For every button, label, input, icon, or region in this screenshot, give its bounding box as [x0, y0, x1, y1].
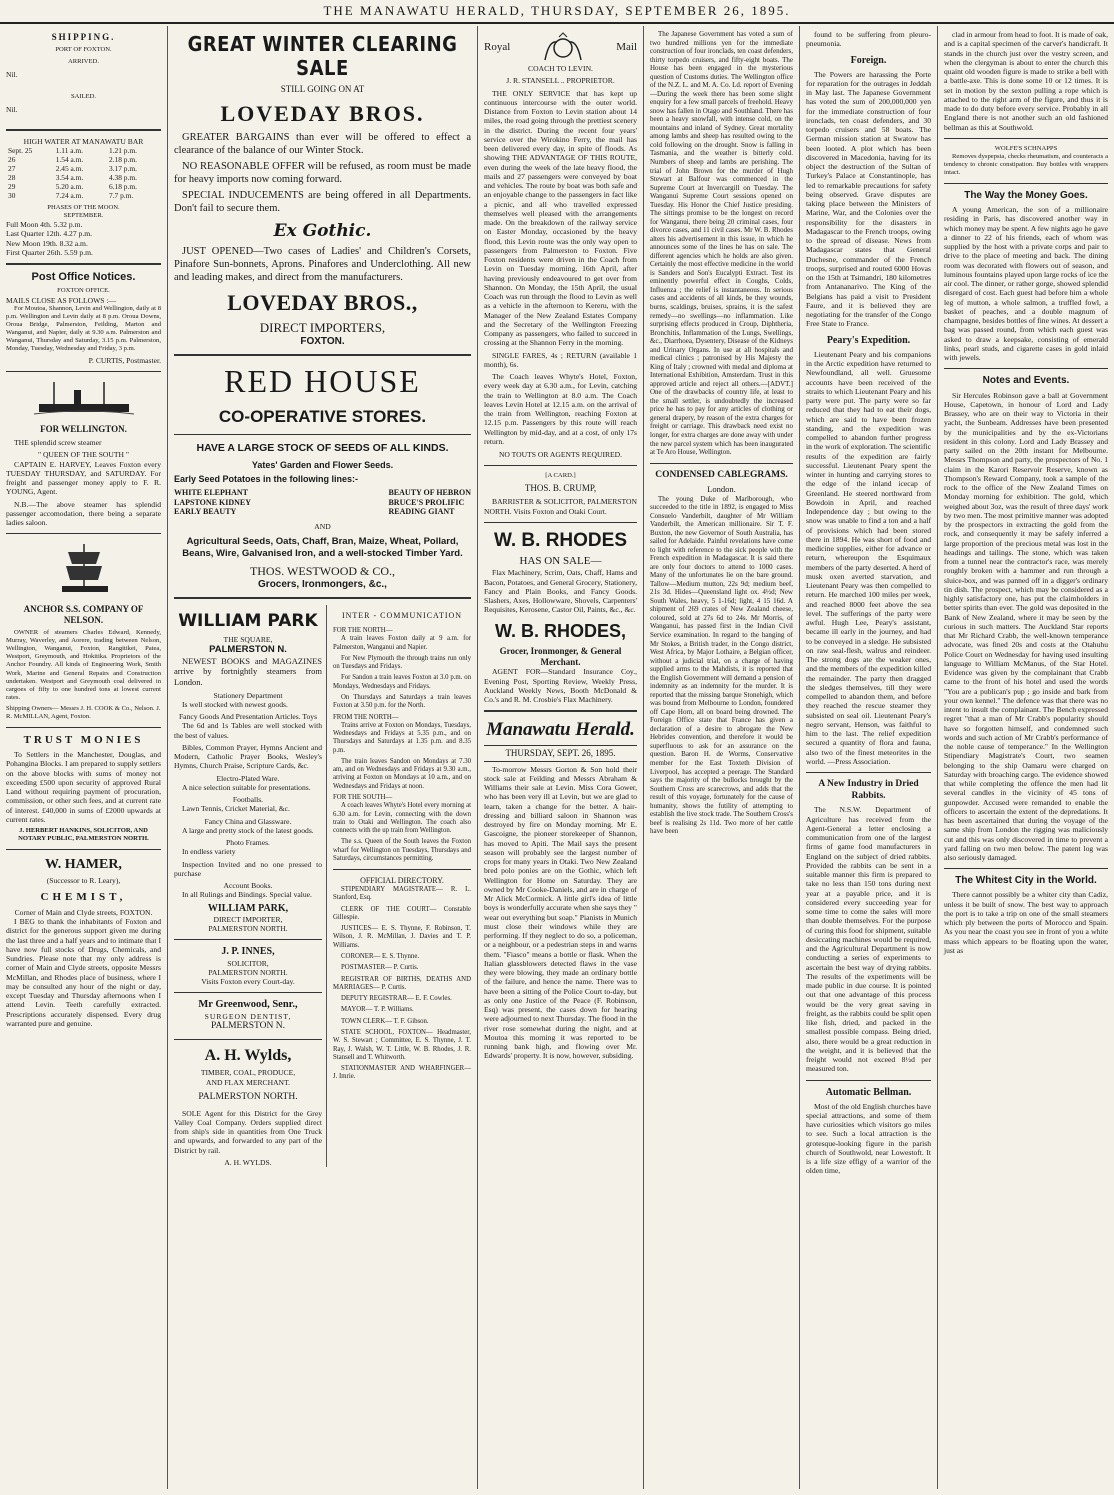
foreign-body: The Powers are harassing the Porte for reparation for the outrages in Jeddah in May last. The Japanese Government has voted the sum of 200,000,000 yen for the immediate construction of four ironclads, ten coast defenders, and 30 torpedo cruisers and 58 boats. The German mission station at Swatow has been looted. A plot which has been discovered in Macedonia, having for its object the destruction of the Sultan of Turkey's Palace at Constantinople, has led to remarkable precautions for safety being observed. Grave disputes are taking place between the Ministers of Marine, War, and the Colonies over the responsibility for the disasters in Madagascar to the French troops, owing to the spread of disease. News from Madagascar states that General Duchesne, commander of the French troops, surprised and routed 6000 Hovas on the 15th at Tsimandri, 180 kilometres from Antananarivo. The King of the Belgians has paid a visit to President Faure, and it is believed they are negotiating for the transfer of the Congo Free State to France.: [806, 69, 931, 329]
wellington-nb: N.B.—The above steamer has splendid passenger accomodation, there being a separate ladies saloon.: [6, 499, 161, 528]
cablegrams-location: London.: [707, 484, 736, 495]
sale-paragraph: GREATER BARGAINS than ever will be offered to effect a clearance of the balance of our Winter Stock.: [174, 131, 471, 156]
sailed-heading: SAILED.: [70, 93, 97, 101]
peary-title: Peary's Expedition.: [826, 334, 911, 346]
mail-label: Mail: [616, 41, 637, 54]
william-park-fancy-body: The 6d and 1s Tables are well stocked with the best of values.: [174, 721, 322, 740]
hamer-body: I BEG to thank the inhabitants of Foxton and district for the generous support given me during the last three and a half years and to intimate that I have now full stocks of Drugs, Chemicals, and Sundries. Please note that my only address is corner of Main and Clyde streets, opposite Messrs McMillan, and Rhodes place of business, where I may be consulted any hour of the night or day, except Tuesday and Thursday afternoons when I attend Levin. Teeth carefully extracted. Prescriptions accurately dispensed. Every drug warranted pure and genuine.: [6, 917, 161, 1028]
train-note: A coach leaves Whyte's Hotel every morning at 6.30 a.m. for Levin, connecting with the down train to Otaki and Wellington. The coach also connects with the up train from Wellington.: [333, 802, 471, 835]
loveday-location: FOXTON.: [300, 336, 345, 348]
rhodes-title: W. B. RHODES: [493, 529, 627, 551]
potato-varieties: [174, 488, 471, 517]
william-park-fancy: Fancy Goods And Presentation Articles. Toys: [178, 712, 318, 722]
masthead: THE MANAWATU HERALD, THURSDAY, SEPTEMBER 26, 1895.: [0, 0, 1114, 24]
high-water-heading: HIGH WATER AT MANAWATU BAR: [23, 136, 144, 146]
rhodes-sale: HAS ON SALE—: [519, 554, 602, 567]
arrived-heading: ARRIVED.: [68, 58, 99, 65]
wylds-sub2: AND FLAX MERCHANT.: [205, 1077, 291, 1087]
william-park-inspection: Inspection Invited and no one pressed to purchase: [174, 859, 322, 878]
directory-entry: POSTMASTER— P. Curtis.: [341, 964, 419, 972]
tide-table: [6, 146, 161, 200]
moon-month: SEPTEMBER.: [63, 212, 104, 220]
greenwood-title: Mr Greenwood, Senr.,: [198, 999, 298, 1011]
william-park2-sub: DIRECT IMPORTER,: [213, 914, 283, 924]
william-park-stationery-body: Is well stocked with newest goods.: [182, 699, 288, 709]
train-note: For New Plymouth the through trains run only on Tuesdays and Fridays.: [333, 654, 471, 671]
red-house-seeds: HAVE A LARGE STOCK OF SEEDS OF ALL KINDS.: [196, 442, 449, 455]
greenwood-location: PALMERSTON N.: [211, 1021, 285, 1032]
foreign-title: Foreign.: [850, 54, 887, 66]
ex-gothic-heading: Ex Gothic.: [273, 221, 372, 242]
william-park-photo-body: In endless variety: [182, 847, 236, 857]
rabbits-body: The N.S.W. Department of Agriculture has received from the Agent-General a letter enclosing a communication from one of the largest firms of game food manufacturers in England on the subject of dried rabbits. Provided the rabbits can be sent in a suitable manner this firm is prepared to take no less than 150 tons during next year at a payable price, and it is considered every succeeding year for some time to come the sales will more than double themselves. For the purpose of curing this food for shipment, suitable desiccating machines would be required, and the Agricultural Department is now conducting a series of experiments to ascertain the best way of drying rabbits. The results of the experiments will be made public in due course. It is pointed out that one advantage of this process would be the very great saving in freight, as the rabbits could be split open like fish, dried, and packed in the smallest possible compass. Being dried, also, there would be a great reduction in the weight, and it is believed that the freight would not exceed 8½d per measured ton.: [806, 805, 931, 1074]
potato-variety: WHITE ELEPHANT: [174, 487, 249, 497]
moon-line: New Moon 19th. 8.32 a.m.: [6, 238, 88, 248]
coach-body2: The Coach leaves Whyte's Hotel, Foxton, every week day at 6.30 a.m., for Levin, catching the train to Wellington at 8.0 a.m. The Coach leaves Levin Hotel at 12.15 a.m. on the arrival of the train from Wellington, reaching Foxton at 12.15 p.m. Passengers by this route will reach Wellington by mid-day, and at a cost, of only 17s return.: [484, 372, 637, 446]
anchor-agents: Shipping Owners— Messrs J. H. COOK & Co., Nelson. J. R. McMILLAN, Agent, Foxton.: [6, 704, 161, 720]
trust-body: To Settlers in the Manchester, Douglas, and Pohangina Blocks. I am prepared to supply settlers on the above blocks with sums of money not exceeding £500 upon security of approved Rural Land without requiring payment of procuration, commission, or other such fees, and at current rate of interest. £40,000 in sums of £2000 upwards at current rates.: [6, 750, 161, 824]
steamer-icon: [29, 378, 139, 418]
red-house-yates: Yates' Garden and Flower Seeds.: [251, 459, 394, 470]
westwood-sub: Grocers, Ironmongers, &c.,: [258, 579, 387, 591]
hamer-chemist: CHEMIST,: [40, 891, 127, 904]
directory-entry: STATIONMASTER AND WHARFINGER— J. Imrie.: [333, 1065, 471, 1081]
royal-label: Royal: [484, 41, 511, 54]
wylds-sub: TIMBER, COAL, PRODUCE,: [200, 1068, 296, 1078]
william-park-books: NEWEST BOOKS and MAGAZINES arrive by fortnightly steamers from London.: [174, 655, 322, 688]
column-3: [478, 26, 644, 1489]
news-body: The Japanese Government has voted a sum of two hundred millions yen for the immediate construction of four ironclads, ten coast defenders, thirty torpedo cruisers, and fifty-eight boats. The House has been engaged in the mysterious question of Customs duties. The Wellington office of the N.Z. L. and M. A. Co. Ld. report of Evening—During the week there has been some slight enquiry for a few small parcels of freehold. Heavy snow has fallen in Otago and Southland. There has been a heavy snowfall, with intense cold, on the mountains and inland of Sydney. Great mortality among lambs and sheep has resulted owing to the cold following on the drought. Snow is falling in Tasmania, and the weather is bitterly cold. Numbers of sheep and lambs are perishing. The trial of John Brown for the murder of Hugh Stewart at Balfour was commenced in the Supreme Court at Invercargill on Tuesday. The Wanganui Supreme Court sessions opened on Tuesday. His Honor the Chief Justice presiding. The sittings promise to be the longest on record for Wanganui, there being 20 criminal cases, four divorce cases, and 11 civil cases. Mr W. B. Rhodes alters his advertisement in this issue, in which he announces some of the lines he has on sale. The different agencies which he holds are also given. Certainly the most effective medicine in the world is Sanders and Son's Eucalypti Extract. Test its eminently powerful effect in Coughs, Colds, Influenza ; the relief is instantaneous. In serious cases and accidents of all kinds, be they wounds, burns, scaldings, bruises, sprains, it is the safest remedy—no swellings—no inflammation. Like surprising effects produced in Croup, Diphtheria, Bronchitis, Inflammation of the Lungs, Swellings, &c., Diarrhoea, Dysentery, Disease of the Kidneys and Urinary Organs. In use at all hospitals and medical clinics ; patronised by His Majesty the King of Italy ; crowned with medal and diploma at International Exhibition, Amsterdam. Trust in this approved article and reject all others.—[ADVT.] One of the drawbacks of country life, at least to the small settler, is undoubtedly the increased price he has to pay for any articles of clothing or general drapery, by reason of the extra charges for freight or carriage. This drawback need exist no longer, for extra charges are done away with under the new parcel system which has been inaugurated at Te Aro House, Wellington.: [650, 30, 793, 457]
coach-touts: NO TOUTS OR AGENTS REQUIRED.: [498, 450, 623, 459]
rhodes2-sub: Grocer, Ironmonger, & General Merchant.: [499, 645, 622, 667]
tide-row: Sept. 25 1.11 a.m. 1.21 p.m.: [8, 145, 137, 155]
directory-entry: REGISTRAR OF BIRTHS, DEATHS AND MARRIAGES— P. Curtis.: [333, 975, 471, 991]
post-office-title: Post Office Notices.: [31, 271, 136, 284]
tide-row: 28 3.54 a.m. 4.38 p.m.: [8, 172, 137, 182]
cablegrams-body: The young Duke of Marlborough, who succeeded to the title in 1892, is engaged to Miss Consuelo Vanderbilt, daughter of Mr William Vanderbilt, the American millionaire. Sir T. F. Buxton, the new Governor of South Australia, has sailed for Adelaide. Painful revelations have come to light with reference to the sick people with the French expedition in Madagascar. It is said there are only four doctors to attend to 1000 cases. Many of the unfortunates lie on the bare ground. Tallow—Medium mutton, 22s 9d; medium beef, 21s 3d. Hides—Queensland light ox. 4½d; New South Wales, heavy, 5 1-16d; light, 4 15 16d. A shipment of 269 crates of New Zealand cheese, coloured, sold at 27s 6d to 24s. Mr Morris, of Wanganui, has passed first in the Indian Civil Service examination. In regard to the hanging of Mr Stokes, a British trader, in the Congo district, West Africa, by Major Lothaire, a Belgian officer, without a judicial trial, on a charge of having supplied arms to the Mahdists, it is reported that the English Government will demand a pension of indemnity as an indemnity for the murder. It is reported that the missing barque Stonehigh, which was bound from Melbourne to London, foundered off Cape Horn, all on board being drowned. The Foreign Office state that France has given a declaration of a desire to abrogate the New Hebrides convention, and therefore it would be superfluous to ask for an assurance on the question. Baron H. de Worms, Conservative member for the East Toxteth Division of Liverpool, has accepted a peerage. The Standard says the majority of the bullocks brought by the Southern Cross are scarecrows, and adds that the result of this voyage, fortunately for the cause of humanity, shows the futility of attempting to establish the live stock trade. The Southern Cross's beef is realising 2s 11d. Two more of her cattle have been: [650, 494, 793, 836]
coach-fares: SINGLE FARES, 4s ; RETURN (available 1 month), 6s.: [484, 350, 637, 369]
card-label: [A CARD.]: [545, 472, 576, 480]
whitest-title: The Whitest City in the World.: [955, 875, 1097, 887]
innes-sub: SOLICITOR,: [227, 958, 269, 968]
westwood-title: THOS. WESTWOOD & CO.,: [249, 564, 396, 579]
sale-paragraph: SPECIAL INDUCEMENTS are being offered in all Departments. Don't fail to secure them.: [174, 190, 471, 215]
herald-title: Manawatu Herald.: [486, 719, 635, 741]
train-note: Trains arrive at Foxton on Mondays, Tuesdays, Wednesdays and Fridays at 5.35 p.m., and on Thursdays and Saturdays at 1.35 p.m. and 8.35 p.m.: [333, 721, 471, 754]
wolfe-title: WOLFE'S SCHNAPPS: [994, 144, 1058, 152]
innes-title: J. P. INNES,: [221, 946, 275, 958]
william-park-footballs: Footballs.: [232, 795, 264, 805]
rhodes-body: Flax Machinery, Scrim, Oats, Chaff, Hams and Bacon, Potatoes, and General Grocery, Stationery, Fancy and Plain Books, and Fancy Goods. Slashers, Axes, Hollowware, Shovels, Carpenters' Requisites, Kerosene, Castor Oil, Paints, &c., &c.: [484, 568, 637, 615]
rabbits-title: A New Industry in Dried Rabbits.: [818, 779, 919, 801]
rhodes2-body: AGENT FOR—Standard Insurance Coy., Evening Post, Sporting Review, Weekly Press, Auckland Weekly News, Booth McDonald & Co.'s and R. M. Crosbie's Flax Machinery.: [484, 667, 637, 705]
sailed-value: Nil.: [6, 105, 18, 115]
william-park2-location: PALMERSTON NORTH.: [208, 924, 288, 934]
william-park-photo: Photo Frames.: [226, 838, 270, 848]
william-park-location: PALMERSTON N.: [209, 644, 287, 656]
cablegrams-title: CONDENSED CABLEGRAMS.: [655, 469, 788, 480]
post-office-sign: P. CURTIS, Postmaster.: [88, 355, 161, 365]
train-note: For Sandon a train leaves Foxton at 3.0 p.m. on Mondays, Wednesdays and Fridays.: [333, 674, 471, 690]
mails-heading: MAILS CLOSE AS FOLLOWS :—: [6, 295, 117, 305]
sale-title: GREAT WINTER CLEARING SALE: [187, 32, 458, 81]
wylds-body: SOLE Agent for this District for the Grey Valley Coal Company. Orders supplied direct from ship's side in quantities from One Truck and upwards, and forwarded to any part of the District by rail.: [174, 1108, 322, 1155]
column-1: [0, 26, 168, 1489]
trust-title: TRUST MONIES: [23, 733, 144, 746]
column-6: [938, 26, 1114, 1489]
inter-communication-heading: INTER - COMMUNICATION: [341, 611, 463, 621]
post-office-body: For Moutoa, Shannon, Levin and Wellington, daily at 8 p.m. Wellington and Levin daily at 8 p.m. Oroua Downs, Oroua Bridge, Palmerston, Feilding, Marton and Wanganui, and Napier, daily at 9.30 a.m. Palmerston and Wanganui, Thursday and Saturday, 3.15 p.m. Palmerston, Monday, Tuesday, Wednesday and Friday, 3 p.m.: [6, 304, 161, 352]
bellman-title: Automatic Bellman.: [825, 1086, 912, 1098]
bellman-body: Most of the old English churches have special attractions, and some of them have curiosities which visitors go miles to see. Such a local attraction is the grotesque-looking figure in the parish church of Southwold, near Lowestoft. It is a life size effigy of a warrior of the olden time,: [806, 1101, 931, 1176]
column-2: [168, 26, 478, 1489]
post-office-sub: FOXTON OFFICE.: [57, 287, 110, 295]
william-park-china: Fancy China and Glassware.: [204, 816, 292, 826]
train-note: The s.s. Queen of the South leaves the Foxton wharf for Wellington on Tuesdays, Thursdays and Saturdays, circumstances permitting.: [333, 838, 471, 863]
royal-crest-icon: [539, 32, 587, 64]
sailing-ship-icon: [54, 540, 114, 598]
wylds-location: PALMERSTON NORTH.: [198, 1091, 298, 1102]
wylds-title: A. H. Wylds,: [204, 1046, 292, 1064]
sale-paragraph: NO REASONABLE OFFER will be refused, as room must be made for heavy imports now coming forward.: [174, 160, 471, 185]
directory-entry: TOWN CLERK— T. F. Gibson.: [341, 1017, 429, 1025]
wellington-ship: " QUEEN OF THE SOUTH ": [37, 450, 130, 460]
whitest-body: There cannot possibly be a whiter city than Cadiz, unless it be built of snow. The best way to approach the port is to take a trip on one of the small steamers which ply between the ports of Morocco and Spain. As you near the coast you see in front of you a white mass which appears to be floating upon the water, just as: [944, 890, 1108, 955]
william-park-electro-body: A nice selection suitable for presentations.: [182, 782, 311, 792]
hamer-location: Corner of Main and Clyde streets, FOXTON.: [14, 907, 153, 917]
directory-entry: CORONER— E. S. Thynne.: [341, 953, 420, 961]
wolfe-body: Removes dyspepsia, checks rheumatism, and counteracts a tendency to chronic constipation. Buy bottles with wrappers intact.: [944, 152, 1108, 176]
wellington-title: FOR WELLINGTON.: [40, 424, 127, 435]
for-the-north: FOR THE NORTH—: [333, 626, 393, 634]
sale-firm: LOVEDAY BROS.: [220, 100, 425, 126]
wylds-sign: A. H. WYLDS.: [224, 1157, 272, 1167]
rhodes2-title: W. B. RHODES,: [494, 620, 626, 641]
potato-variety: BRUCE'S PROLIFIC: [388, 497, 465, 507]
directory-entry: CLERK OF THE COURT— Constable Gillespie.: [333, 905, 471, 921]
coach-proprietor: J. R. STANSELL .. PROPRIETOR.: [506, 76, 615, 86]
william-park-footballs-body: Lawn Tennis, Cricket Material, &c.: [182, 804, 290, 814]
sale-sub: STILL GOING ON AT: [280, 83, 365, 94]
trust-sign: J. HERBERT HANKINS, SOLICITOR, AND NOTARY PUBLIC, PALMERSTON NORTH.: [18, 827, 149, 843]
william-park-accounts-body: In all Rulings and Bindings. Special value.: [182, 890, 312, 900]
directory-entry: STIPENDIARY MAGISTRATE— R. L. Stanford, Esq.: [333, 886, 471, 902]
loveday-sub: DIRECT IMPORTERS,: [259, 320, 386, 336]
coach-heading: COACH TO LEVIN.: [528, 64, 593, 73]
potato-variety: LAPSTONE KIDNEY: [174, 497, 251, 507]
train-note: A train leaves Foxton daily at 9 a.m. for Palmerston, Wanganui and Napier.: [333, 635, 471, 651]
potato-variety: READING GIANT: [388, 507, 455, 517]
william-park-square: THE SQUARE,: [223, 634, 273, 644]
moon-line: Last Quarter 12th. 4.27 p.m.: [6, 229, 93, 239]
tide-row: 27 2.45 a.m. 3.17 p.m.: [8, 163, 137, 173]
notes-title: Notes and Events.: [982, 375, 1070, 387]
william-park-title: WILLIAM PARK: [178, 611, 318, 632]
red-house-sub: CO-OPERATIVE STORES.: [218, 407, 427, 427]
loveday-title: LOVEDAY BROS.,: [227, 290, 418, 316]
ex-gothic-body: JUST OPENED—Two cases of Ladies' and Children's Corsets, Pinafore Sun-bonnets, Aprons. Pinafores and Underclothing. All new and leading makes, and direct from the manufacturers.: [174, 246, 471, 284]
royal-mail-header: [484, 32, 637, 64]
william-park-accounts: Account Books.: [223, 881, 273, 891]
innes-body: Visits Foxton every Court-day.: [201, 977, 295, 987]
william-park-bibles: Bibles, Common Prayer, Hymns Ancient and Modern, Catholic Prayer Books, Wesley's Hymns, Church Praise, Scripture Cards, &c.: [174, 742, 322, 771]
continued-body: clad in armour from head to foot. It is made of oak, and is a capital specimen of the carver's handicraft. It stands in the church just over the vestry screen, and when the clergyman is about to enter the church this quaint old wooden figure is made to strike a bell with a battle-axe. This is done some 10 or 12 times. It is set in motion by the sexton pulling a rope which is attached to the right arm of the figure, and thus it is made to do duty before every service. Probably in all England there is not another such an old fashioned bellman as this at Southwold.: [944, 30, 1108, 132]
coach-body: THE ONLY SERVICE that has kept up continuous intercourse with the outer world. Distance from Foxton to Levin station about 14 miles, the road going through the prettiest scenery in the district. During the recent four years' service over the Wirokino Ferry, the mail has been delivered every day, in spite of floods. As showing THE ADVANTAGE OF THIS ROUTE, even during the week of the late heavy flood, the mails and 27 passengers were conveyed by boat and vehicles. The route by boat was both safe and an enjoyable change to the passengers in fact like a picnic, and all who travelled expressed themselves well pleased with the arrangements made. On the breakdown of the railway service on Easter Monday, occasioned by the heavy flood, this Levin route was the only way open to passengers from Palmerston to Foxton. Five Foxton residents were driven in the Coach from Levin on Tuesday morning, 16th April, after having previously endeavoured to get over from Shannon. On Monday, the 15th April, the usual Coach was run through the flood to Levin as well as a vehicle in the afternoon to Kereru, with the Manager of the New Zealand Estates Company and the Secretary of the Wellington Freezing Company as passengers, who failed to succeed in crossing at the Shannon Ferry in the morning.: [484, 88, 637, 348]
red-house-potatoes: Early Seed Potatoes in the following lines:-: [174, 473, 359, 484]
train-note: The train leaves Sandon on Mondays at 7.30 am, and on Wednesdays and Fridays at 9.30 a.m., arriving at Foxton on Mondays at 10 a.m., and on Wednesdays and Fridays at noon.: [333, 757, 471, 790]
arrived-value: Nil.: [6, 70, 18, 80]
money-body: A young American, the son of a millionaire residing in Paris, has discovered another way in which money may be spent. A few nights ago he gave a dinner to 22 of his friends, each of whom was supplied by the host with a private corps and pair to drive to the place of meeting and back. The dining room was decorated with flowers out of season, and luminous fountains played upon large rocks of ice the air cool. The dinner, or rather gorge, showed splendid disregard of cost. Each guest had before him a whole leg of mutton, a whole salmon, a truffled fowl, a basket of peaches, and a double magnum of champagne, besides bottles of fine wines. At dessert a bag was passed round, from which each guest was asked to draw a keepsake, consisting of emerald links, pearl studs, and cigarette cases in gold inlaid with jewels.: [944, 205, 1108, 363]
column-5: [800, 26, 938, 1489]
hamer-title: W. HAMER,: [45, 857, 122, 873]
directory-entry: MAYOR— T. P. Williams.: [341, 1006, 414, 1014]
potato-variety: EARLY BEAUTY: [174, 507, 237, 517]
moon-heading: PHASES OF THE MOON.: [47, 204, 120, 211]
red-house-agri: Agricultural Seeds, Oats, Chaff, Bran, Maize, Wheat, Pollard, Beans, Wire, Galvanised Iron, and a well-stocked Timber Yard.: [182, 536, 463, 559]
peary-body: Lieutenant Peary and his companions in the Arctic expedition have returned to Newfoundland, all well. Gruesome accounts have been received of the straits to which Lieutenant Peary and his party were put. The party were so far reduced that they had to eat their dogs, which are said to have been frozen standing, and the expedition was compelled to abandon further progress in the work of exploration. The scientific results of the expedition are fairly successful. Lieutenant Peary spent the winter in hunting and carrying stores to the edge of the inland icecap of Greenland. He steered northward from Bowdoin in April, and reached Independence day ; but owing to the snow was unable to find a ton and a half of provisions which had been stored there in 1894. He was short of food and medicine supplies, either for advance or return, whereupon the Esquimaux members of the party deserted. A herd of musk oxen averted starvation, and Lieutenant Peary was then compelled to return. He marched 100 miles per week, and reached 8000 feet above the sea level. The sufferings of the party were awful. Hugh Lee, Peary's assistant, became ill early in the journey, and had to be conveyed in a sledge. He subsisted on raw seal-flesh, walrus and reindeer. The strong dogs ate the weaker ones, and the members of the expedition killed the remainder. The party then dragged the sledges themselves, till they were compelled to abandon them, and before they reached the rescue steamer they subsisted on seal oil. Lieutenant Peary's negro servant, Henson, was faithful to him to the last. The relief expedition secured a quantity of flora and fauna, also two of the finest meteorites in the world. —Press Association.: [806, 349, 931, 766]
moon-line: Full Moon 4th. 5.32 p.m.: [6, 220, 83, 230]
tide-row: 30 7.24 a.m. 7.7 p.m.: [8, 190, 134, 200]
red-house-and: AND: [314, 522, 331, 532]
column-4: [644, 26, 800, 1489]
money-title: The Way the Money Goes.: [964, 189, 1088, 201]
tide-row: 26 1.54 a.m. 2.18 p.m.: [8, 154, 137, 164]
shipping-title: SHIPPING.: [51, 32, 116, 42]
moon-line: First Quarter 26th. 5.59 p.m.: [6, 247, 93, 257]
tide-row: 29 5.20 a.m. 6.18 p.m.: [8, 181, 137, 191]
anchor-title: ANCHOR S.S. COMPANY OF NELSON.: [23, 604, 144, 626]
anchor-body: OWNER of steamers Charles Edward, Kennedy, Murray, Waverley, and Aorere, trading between Nelson, Wellington, Wanganui, Foxton, Rangitikei, Patea, Westport, Greymouth, and Hokitika. Proprietors of the Anchor Foundry. All kinds of Engineering Work, Smith Work, Marine and General Repairs and Construction undertaken. Westport and Greymouth coal delivered in cargoes of fifty to one hundred tons at lowest current rates.: [6, 629, 161, 701]
william-park-stationery: Stationery Department: [213, 690, 283, 700]
directory-entry: DEPUTY REGISTRAR— E. F. Cowles.: [341, 995, 452, 1003]
port-heading: PORT OF FOXTON.: [55, 45, 112, 53]
wellington-detail: CAPTAIN E. HARVEY, Leaves Foxton every TUESDAY THURSDAY, and SATURDAY. For freight and passenger money apply to F. R. YOUNG, Agent.: [6, 459, 161, 497]
directory-entry: JUSTICES— E. S. Thynne, F. Robinson, T. Wilson, J. R. McMillan, J. Davies and T. P. Williams.: [333, 925, 471, 949]
hamer-sub: (Successor to R. Leary),: [46, 876, 121, 886]
william-park-electro: Electro-Plated Ware.: [216, 773, 280, 783]
crump-body: BARRISTER & SOLICITOR, PALMERSTON NORTH. Visits Foxton and Otaki Court.: [484, 497, 637, 516]
for-the-south: FOR THE SOUTH—: [333, 794, 393, 802]
official-directory: OFFICIAL DIRECTORY.: [360, 876, 444, 886]
wellington-intro: THE splendid screw steamer: [14, 438, 102, 448]
from-the-north: FROM THE NORTH—: [333, 713, 399, 721]
innes-location: PALMERSTON NORTH.: [208, 967, 288, 977]
directory-entry: STATE SCHOOL, FOXTON— Headmaster, W. S. Stewart ; Committee, E. S. Thynne, J. T. Ray, J. Walsh, W. T. Little, W. B. Rhodes, J. R. Stansell and T. Whitworth.: [333, 1028, 471, 1061]
potato-variety: BEAUTY OF HEBRON: [388, 487, 471, 497]
notes-body: Sir Hercules Robinson gave a ball at Government House, Capetown, in honour of Lord and Lady Brassey, who are on their way to Victoria in their yacht, the Sunbeam. Addresses have been presented by the municipalities and by the ex-Victorians resident in this colony. Lord and Lady Brassey and party sailed on the 20th instant for Melbourne. Messrs Thompson and party, the prospectors of No. 1 claim in the Karori Reservoir Reserve, known as Thompson's Reward Company, took a sample of the rock to the office of the New Zealand Times on Monday morning for exhibition. The gold, which weighed about 3oz, was the result of three days' work by two men. The most primitive manner was adopted by the prospectors in extracting the gold from the rock, and consequently it may be safely inferred a large proportion of the precious metal was lost in the headings and tailings. The stone, which was taken from a tunnel near the contractor's race, was merely roughly broken with a hammer and run through a sluice-box, and was panned off in a digger's ordinary tin dish. The prospect, which may be considered as a highly satisfactory one, has put the claimholders in better spirits than ever. The gold was deposited in the Bank of New Zealand, where it may be seen by the curious in such matters. The Auckland Star reports that Mr Richard Crabb, the well-known temperance advocate, was fined 20s and costs at the Otahuhu Police Court on Wednesday for having used insulting language to William McManus, of the Star Hotel. Evidence was given by the complainant that Crabb came to the front of his hotel and used the words "You are a publican's pup ; go inside and bark from your own kennel." The defence was that there was no intent to insult the complainant. The Bench expressed regret "that a man of Mr Crabb's popularity should have so forgotten himself, and condemned such words and such action of Mr Crabb's performance of the noble cause of temperance." In the Wellington Stipendiary Magistrate's Court, two seamen belonging to the ship Oamaru were charged on Saturday with broaching cargo. The evidence showed that while completing the offence the men had lit several candles in the vicinity of 45 tons of gunpowder. Accused were remanded to enable the officers to ascertain the extent of the depredations. It has been ascertained that during the voyage of the same ship from London the rigging was maliciously cut and this was only discovered in time to prevent a yard falling on two men below. The patent log was also seriously damaged.: [944, 390, 1108, 862]
continued-body: found to be suffering from pleuro-pneumonia.: [806, 30, 931, 49]
red-house-title: RED HOUSE: [224, 363, 421, 400]
crump-title: THOS. B. CRUMP,: [524, 483, 597, 494]
william-park-china-body: A large and pretty stock of the latest goods.: [182, 825, 314, 835]
william-park2-title: WILLIAM PARK,: [207, 902, 289, 914]
greenwood-sub: SURGEON DENTIST,: [204, 1012, 292, 1022]
train-note: On Thursdays and Saturdays a train leaves Foxton at 3.50 p.m. for the North.: [333, 693, 471, 710]
herald-date: THURSDAY, SEPT. 26, 1895.: [484, 745, 637, 762]
herald-body: To-morrow Messrs Gorton & Son hold their stock sale at Feilding and Messrs Abraham & Williams their sale at Levin. Miss Cora Gower, who has been very ill at Levin, but we are glad to learn, taken a change for the better. A hair-dressing and billiard saloon in Shannon was destroyed by fire on Monday morning. Mr E. Gascoigne, the pioneer storekeeper of Shannon, has moved to Apiti. The Mail says the present season will probably see the largest number of crops for many years in Otaki. Two New Zealand bred polo ponies are on the Gothic, which left Wellington for Home on Saturday. They are owned by Mr Cooke-Daniels, and are in charge of Mr Alick McCormick. A little girl's idea of little boys is wonderfully accurate when she says they " wear out everything but soap." Pianists in Munich must close their windows while they are performing. If they neglect to do so, a policeman, or a neighbour, or a pedestrian steps in and warns them. "Fiasco" means a bottle or flask. When the Italian glassblowers detected flaws in the vase they were blowing, they made an ordinary bottle of the failure, and hence the name. There was to have been a sitting of the Police Court to-day, but as only one Justice of the Peace (F. Robinson, Esq) was present, the cases down for hearing were adjourned to next Thursday. The flood in the river rose somewhat during the night, and at Moutoa this morning it was reported to be running bank high, and flowing over Mr. Edwards' property. It is now, however, subsiding.: [484, 764, 637, 1061]
